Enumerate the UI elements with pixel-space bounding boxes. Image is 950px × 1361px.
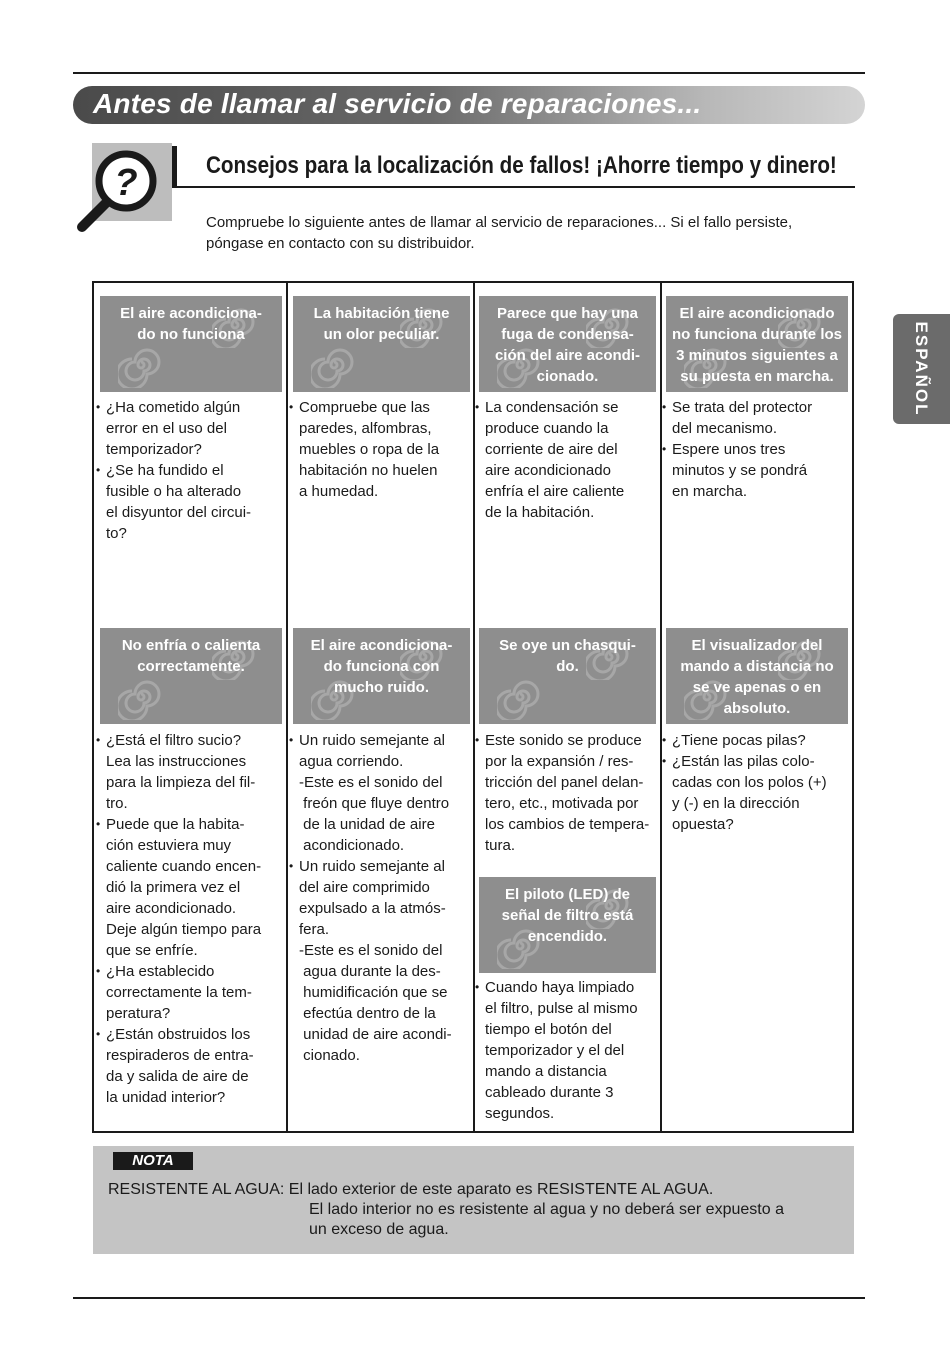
cell-title-line: do.	[556, 658, 579, 675]
cell-item-line: el disyuntor del circui-	[106, 504, 252, 521]
cell-title-line: El aire acondiciona-	[120, 305, 262, 322]
cell-item	[96, 814, 284, 961]
cell-item	[662, 751, 850, 835]
cell-item-line: paredes, alfombras,	[299, 420, 432, 437]
cell-item-line: -Este es el sonido del	[299, 774, 443, 791]
bottom-rule	[73, 1297, 865, 1299]
cell-items	[96, 730, 284, 1108]
cell-items	[662, 397, 850, 502]
cell-item-line: agua durante la des-	[299, 963, 441, 980]
cell-item-line: fusible o ha alterado	[106, 483, 242, 500]
title-banner	[73, 86, 865, 124]
cell-title-box	[100, 296, 282, 392]
swirl-icon	[118, 342, 164, 388]
cell-title-line: Se oye un chasqui-	[499, 637, 636, 654]
cell-item-line: unidad de aire acondi-	[299, 1026, 452, 1043]
swirl-icon	[118, 674, 164, 720]
cell-item-line: peratura?	[106, 1005, 171, 1022]
cell-item-line: -Este es el sonido del	[299, 942, 443, 959]
cell-item-line: • ¿Están las pilas colo-	[672, 753, 815, 770]
cell-item	[289, 730, 472, 856]
cell-item-line: por la expansión / res-	[485, 753, 634, 770]
cell-item-line: • ¿Ha establecido	[106, 963, 215, 980]
note-box	[93, 1146, 854, 1254]
cell-item-line: humidificación que se	[299, 984, 448, 1001]
swirl-icon	[311, 342, 357, 388]
cell-item-line: los cambios de tempera-	[485, 816, 650, 833]
magnifier-question-icon	[92, 143, 172, 221]
cell-item-line: la unidad interior?	[106, 1089, 226, 1106]
cell-item-line: cadas con los polos (+)	[672, 774, 827, 791]
cell-title-box	[479, 628, 656, 724]
cell-title	[479, 884, 656, 947]
cell-item	[662, 730, 850, 751]
cell-title	[293, 303, 470, 345]
cell-item-line: • Este sonido se produce	[485, 732, 642, 749]
cell-item-line: tro.	[106, 795, 128, 812]
cell-item-line: • ¿Tiene pocas pilas?	[672, 732, 806, 749]
note-line-1: RESISTENTE AL AGUA: El lado exterior de este aparato es RESISTENTE AL AGUA.	[108, 1181, 714, 1198]
cell-title-line: mando a distancia no	[680, 658, 834, 675]
cell-item-line: que se enfríe.	[106, 942, 198, 959]
note-label: NOTA	[113, 1152, 193, 1170]
swirl-icon	[497, 674, 543, 720]
cell-item-line: Deje algún tiempo para	[106, 921, 262, 938]
subtitle-bar	[172, 146, 177, 188]
cell-item-line: fera.	[299, 921, 330, 938]
cell-item-line: agua corriendo.	[299, 753, 404, 770]
cell-item-line: • La condensación se	[485, 399, 619, 416]
cell-item-line: Lea las instrucciones	[106, 753, 247, 770]
cell-item-line: temporizador?	[106, 441, 202, 458]
cell-item-line: del mecanismo.	[672, 420, 778, 437]
cell-item-line: dió la primera vez el	[106, 879, 241, 896]
cell-item-line: expulsado a la atmós-	[299, 900, 446, 917]
cell-title-box	[100, 628, 282, 724]
intro-line-1: Compruebe lo siguiente antes de llamar al servicio de reparaciones... Si el fallo persiste,	[206, 214, 793, 231]
cell-title-line: encendido.	[527, 928, 608, 945]
cell-title-line: do no funciona	[137, 326, 245, 343]
cell-item-line: tero, etc., motivada por	[485, 795, 639, 812]
cell-item-line: • Puede que la habita-	[106, 816, 245, 833]
cell-title	[100, 303, 282, 345]
cell-item	[96, 961, 284, 1024]
cell-items	[475, 730, 658, 856]
cell-item-line: temporizador y el del	[485, 1042, 625, 1059]
cell-item-line: habitación no huelen	[299, 462, 438, 479]
cell-items	[96, 397, 284, 544]
page-title: Antes de llamar al servicio de reparaciones...	[93, 88, 702, 119]
cell-title-line: Parece que hay una	[497, 305, 638, 322]
cell-title-box	[293, 296, 470, 392]
intro-text	[206, 212, 846, 254]
cell-item-line: corriente de aire del	[485, 441, 618, 458]
cell-item-line: • Espere unos tres	[672, 441, 786, 458]
cell-item-line: del aire comprimido	[299, 879, 430, 896]
cell-item	[289, 856, 472, 1066]
cell-item-line: • Cuando haya limpiado	[485, 979, 635, 996]
cell-item-line: segundos.	[485, 1105, 555, 1122]
cell-item-line: cionado.	[299, 1047, 360, 1064]
cell-item	[475, 730, 658, 856]
cell-item-line: tiempo el botón del	[485, 1021, 612, 1038]
cell-item-line: • ¿Se ha fundido el	[106, 462, 224, 479]
cell-item-line: acondicionado.	[299, 837, 405, 854]
cell-item-line: de la habitación.	[485, 504, 595, 521]
cell-item	[289, 397, 472, 502]
cell-title-line: un olor peculiar.	[323, 326, 440, 343]
cell-title-line: cionado.	[536, 368, 599, 385]
cell-title-line: El piloto (LED) de	[505, 886, 630, 903]
cell-item-line: en marcha.	[672, 483, 748, 500]
cell-item-line: correctamente la tem-	[106, 984, 252, 1001]
note-line-3: un exceso de agua.	[309, 1221, 449, 1238]
cell-title-line: señal de filtro está	[501, 907, 634, 924]
cell-title	[666, 303, 848, 387]
cell-title-line: 3 minutos siguientes a	[676, 347, 838, 364]
cell-title-line: La habitación tiene	[313, 305, 450, 322]
cell-title	[293, 635, 470, 698]
cell-item-line: minutos y se pondrá	[672, 462, 808, 479]
cell-item-line: • ¿Están obstruidos los	[106, 1026, 251, 1043]
cell-item-line: produce cuando la	[485, 420, 609, 437]
cell-item	[96, 460, 284, 544]
svg-text:?: ?	[114, 162, 138, 204]
cell-title-line: fuga de condensa-	[501, 326, 634, 343]
cell-item-line: • ¿Está el filtro sucio?	[106, 732, 242, 749]
cell-item-line: freón que fluye dentro	[299, 795, 450, 812]
cell-item-line: • Se trata del protector	[672, 399, 813, 416]
cell-item-line: a humedad.	[299, 483, 379, 500]
cell-item-line: muebles o ropa de la	[299, 441, 440, 458]
cell-title-line: do funciona con	[323, 658, 440, 675]
cell-item-line: to?	[106, 525, 127, 542]
subtitle-rule	[177, 186, 855, 188]
cell-items	[475, 977, 658, 1124]
cell-item	[96, 730, 284, 814]
cell-item	[96, 1024, 284, 1108]
cell-item-line: aire acondicionado.	[106, 900, 237, 917]
cell-title-box	[293, 628, 470, 724]
cell-title-box	[666, 628, 848, 724]
cell-item	[662, 397, 850, 439]
cell-items	[475, 397, 658, 523]
cell-item	[475, 397, 658, 523]
cell-item-line: respiraderos de entra-	[106, 1047, 254, 1064]
cell-title-box	[666, 296, 848, 392]
cell-item-line: ción estuviera muy	[106, 837, 232, 854]
note-line-2: El lado interior no es resistente al agua y no deberá ser expuesto a	[309, 1201, 784, 1218]
cell-item-line: tricción del panel delan-	[485, 774, 644, 791]
cell-item-line: enfría el aire caliente	[485, 483, 625, 500]
cell-title-box	[479, 877, 656, 973]
top-rule	[73, 72, 865, 74]
cell-title-line: El aire acondiciona-	[310, 637, 453, 654]
cell-title-line: El visualizador del	[691, 637, 823, 654]
cell-item	[662, 439, 850, 502]
cell-item	[96, 397, 284, 460]
language-tab	[893, 314, 950, 424]
cell-item-line: • Compruebe que las	[299, 399, 430, 416]
cell-title-line: se ve apenas o en	[692, 679, 822, 696]
cell-title-line: absoluto.	[723, 700, 791, 717]
cell-title	[666, 635, 848, 719]
cell-item-line: aire acondicionado	[485, 462, 611, 479]
cell-title-line: mucho ruido.	[334, 679, 429, 696]
cell-title	[479, 303, 656, 387]
cell-item-line: tura.	[485, 837, 516, 854]
cell-items	[289, 730, 472, 1066]
cell-item-line: caliente cuando encen-	[106, 858, 262, 875]
cell-item-line: el filtro, pulse al mismo	[485, 1000, 638, 1017]
cell-items	[662, 730, 850, 835]
cell-title	[100, 635, 282, 677]
grid-divider	[286, 281, 288, 1133]
language-tab-label: ESPAÑOL	[912, 321, 931, 417]
intro-line-2: póngase en contacto con su distribuidor.	[206, 235, 475, 252]
subtitle: Consejos para la localización de fallos! ¡Ahorre tiempo y dinero!	[206, 152, 837, 179]
cell-title-line: no funciona durante los	[671, 326, 842, 343]
cell-title-line: El aire acondicionado	[679, 305, 835, 322]
cell-item-line: • Un ruido semejante al	[299, 732, 445, 749]
cell-item-line: mando a distancia	[485, 1063, 607, 1080]
cell-title-line: No enfría o calienta	[121, 637, 261, 654]
cell-item	[475, 977, 658, 1124]
cell-item-line: error en el uso del	[106, 420, 227, 437]
cell-title-line: su puesta en marcha.	[680, 368, 834, 385]
cell-item-line: para la limpieza del fil-	[106, 774, 256, 791]
cell-title	[479, 635, 656, 677]
cell-title-line: correctamente.	[137, 658, 245, 675]
cell-item-line: • Un ruido semejante al	[299, 858, 445, 875]
cell-title-box	[479, 296, 656, 392]
cell-item-line: opuesta?	[672, 816, 734, 833]
cell-item-line: da y salida de aire de	[106, 1068, 249, 1085]
cell-item-line: efectúa dentro de la	[299, 1005, 436, 1022]
cell-item-line: • ¿Ha cometido algún	[106, 399, 241, 416]
cell-title-line: ción del aire acondi-	[494, 347, 641, 364]
cell-item-line: y (-) en la dirección	[672, 795, 800, 812]
cell-items	[289, 397, 472, 502]
cell-item-line: de la unidad de aire	[299, 816, 435, 833]
cell-item-line: cableado durante 3	[485, 1084, 614, 1101]
